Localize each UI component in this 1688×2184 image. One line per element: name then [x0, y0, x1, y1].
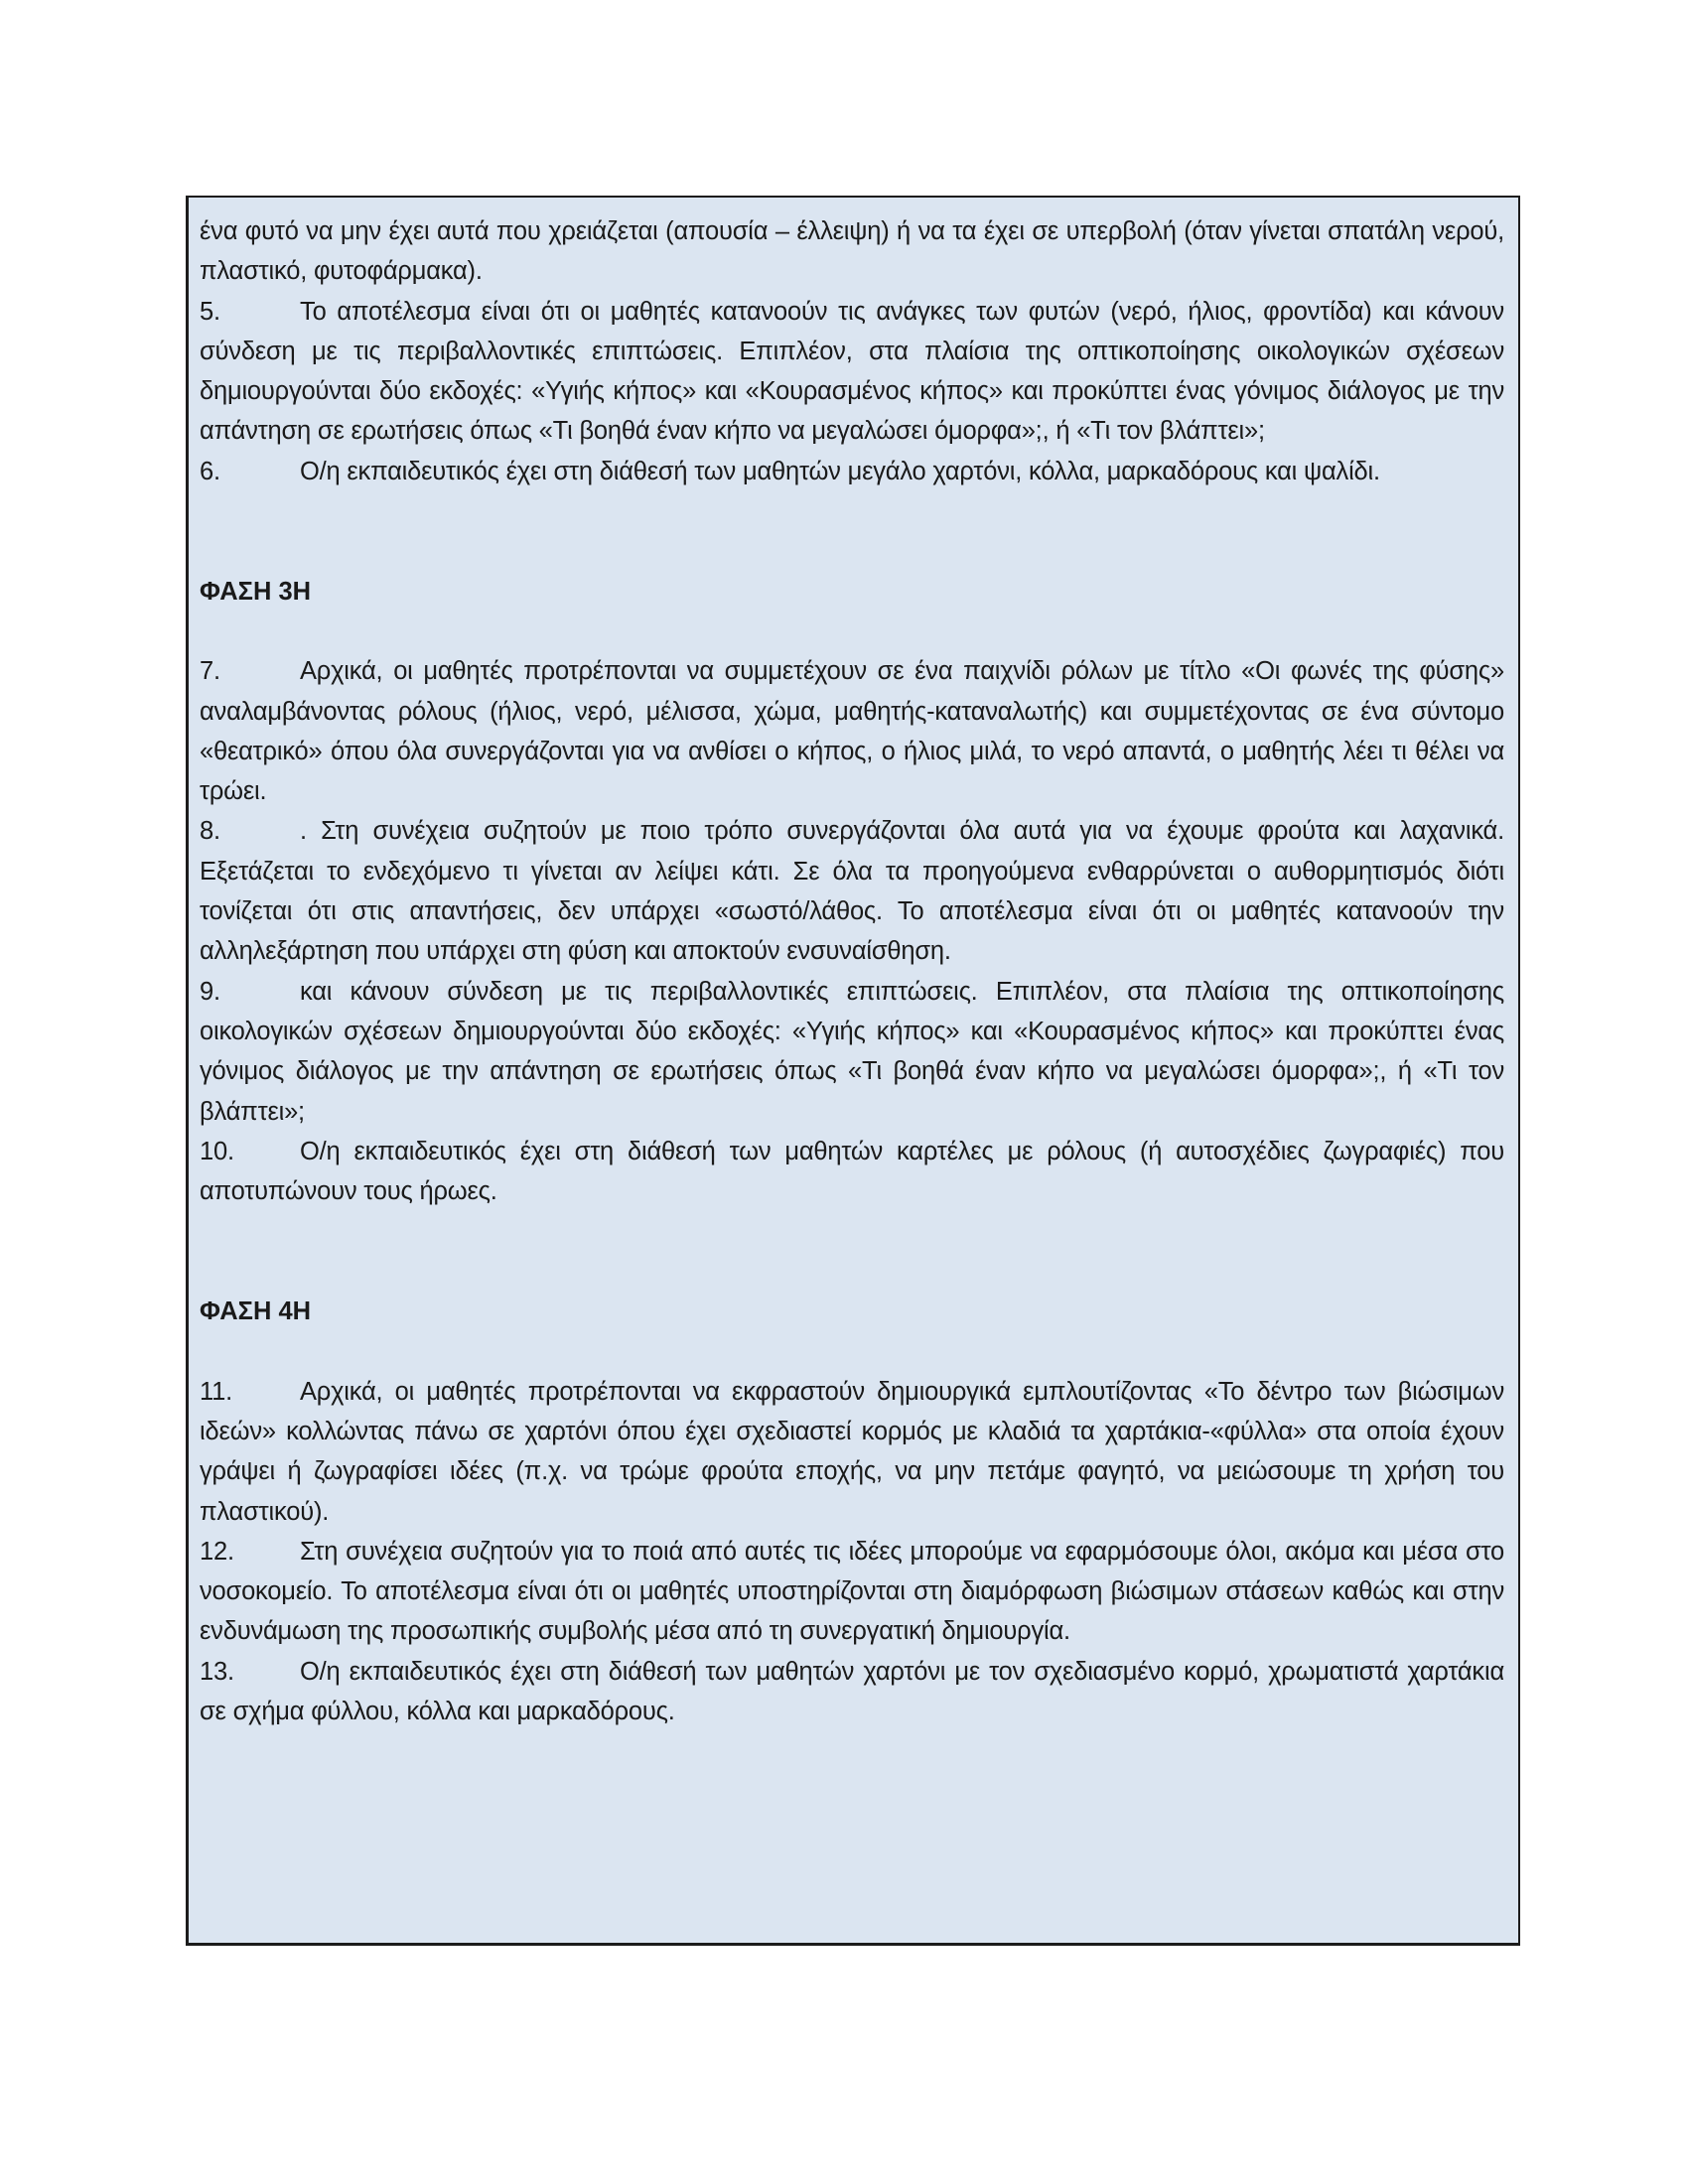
spacer [200, 1211, 1504, 1292]
item-number: 12. [200, 1537, 234, 1566]
item-number: 13. [200, 1657, 234, 1686]
item-text: . Στη συνέχεια συζητούν με ποιο τρόπο συνεργάζονται όλα αυτά για να έχουμε φρούτα και λαχανικά. Εξετάζεται το ενδεχόμενο τι γίνεται αν λείψει κάτι. Σε όλα τα προηγούμενα ενθαρρύνεται ο αυθορμητισμός διότι τονίζεται ότι στις απαντήσεις, δεν υπάρχει «σωστό/λάθος. Το αποτέλεσμα είναι ότι οι μαθητές κατανοούν την αλληλεξάρτηση που υπάρχει στη φύση και αποκτούν ενσυναίσθηση. [200, 817, 1504, 966]
list-item [200, 292, 1504, 452]
item-text: Ο/η εκπαιδευτικός έχει στη διάθεσή των μαθητών μεγάλο χαρτόνι, κόλλα, μαρκαδόρους και ψαλίδι. [300, 457, 1380, 485]
list-item [200, 651, 1504, 811]
item-text: Στη συνέχεια συζητούν για το ποιά από αυτές τις ιδέες μπορούμε να εφαρμόσουμε όλοι, ακόμα και μέσα στο νοσοκομείο. Το αποτέλεσμα είναι ότι οι μαθητές υποστηρίζονται στη διαμόρφωση βιώσιμων στάσεων καθώς και στην ενδυνάμωση της προσωπικής συμβολής μέσα από τη συνεργατική δημιουργία. [200, 1537, 1504, 1646]
item-text: Αρχικά, οι μαθητές προτρέπονται να συμμετέχουν σε ένα παιχνίδι ρόλων με τίτλο «Οι φωνές της φύσης» αναλαμβάνοντας ρόλους (ήλιος, νερό, μέλισσα, χώμα, μαθητής-καταναλωτής) και συμμετέχοντας σε ένα σύντομο «θεατρικό» όπου όλα συνεργάζονται για να ανθίσει ο κήπος, ο ήλιος μιλά, το νερό απαντά, ο μαθητής λέει τι θέλει να τρώει. [200, 657, 1504, 806]
item-text: Ο/η εκπαιδευτικός έχει στη διάθεσή των μαθητών χαρτόνι με τον σχεδιασμένο κορμό, χρωματιστά χαρτάκια σε σχήμα φύλλου, κόλλα και μαρκαδόρους. [200, 1657, 1504, 1725]
spacer [200, 612, 1504, 651]
item-number: 11. [200, 1377, 232, 1406]
item-text: και κάνουν σύνδεση με τις περιβαλλοντικές επιπτώσεις. Επιπλέον, στα πλαίσια της οπτικοποίησης οικολογικών σχέσεων δημιουργούνται δύο εκδοχές: «Υγιής κήπος» και «Κουρασμένος κήπος» και προκύπτει ένας γόνιμος διάλογος με την απάντηση σε ερωτήσεις όπως «Τι βοηθά έναν κήπο να μεγαλώσει όμορφα»;, ή «Τι τον βλάπτει»; [200, 977, 1504, 1126]
phase-3-heading: ΦΑΣΗ 3Η [200, 577, 312, 606]
content-box [186, 196, 1520, 1946]
list-item [200, 1132, 1504, 1212]
intro-paragraph: ένα φυτό να μην έχει αυτά που χρειάζεται (απουσία – έλλειψη) ή να τα έχει σε υπερβολή (όταν γίνεται σπατάλη νερού, πλαστικό, φυτοφάρμακα). [200, 217, 1504, 286]
list-item [200, 811, 1504, 971]
item-text: Αρχικά, οι μαθητές προτρέπονται να εκφραστούν δημιουργικά εμπλουτίζοντας «Το δέντρο των βιώσιμων ιδεών» κολλώντας πάνω σε χαρτόνι όπου έχει σχεδιαστεί κορμός με κλαδιά τα χαρτάκια-«φύλλα» στα οποία έχουν γράψει ή ζωγραφίσει ιδέες (π.χ. να τρώμε φρούτα εποχής, να μην πετάμε φαγητό, να μειώσουμε τη χρήση του πλαστικού). [200, 1377, 1504, 1526]
spacer [200, 491, 1504, 572]
list-item [200, 452, 1504, 491]
item-number: 5. [200, 297, 220, 326]
list-item [200, 1372, 1504, 1532]
item-number: 7. [200, 657, 220, 686]
item-number: 8. [200, 817, 220, 846]
item-number: 9. [200, 977, 220, 1006]
item-number: 10. [200, 1137, 234, 1165]
list-item [200, 1652, 1504, 1732]
spacer [200, 1331, 1504, 1371]
item-text: Το αποτέλεσμα είναι ότι οι μαθητές κατανοούν τις ανάγκες των φυτών (νερό, ήλιος, φροντίδα) και κάνουν σύνδεση με τις περιβαλλοντικές επιπτώσεις. Επιπλέον, στα πλαίσια της οπτικοποίησης οικολογικών σχέσεων δημιουργούνται δύο εκδοχές: «Υγιής κήπος» και «Κουρασμένος κήπος» και προκύπτει ένας γόνιμος διάλογος με την απάντηση σε ερωτήσεις όπως «Τι βοηθά έναν κήπο να μεγαλώσει όμορφα»;, ή «Τι τον βλάπτει»; [200, 297, 1504, 446]
list-item [200, 972, 1504, 1132]
item-number: 6. [200, 457, 220, 485]
item-text: Ο/η εκπαιδευτικός έχει στη διάθεσή των μαθητών καρτέλες με ρόλους (ή αυτοσχέδιες ζωγραφιές) που αποτυπώνουν τους ήρωες. [200, 1137, 1504, 1206]
list-item [200, 1532, 1504, 1652]
phase-4-heading: ΦΑΣΗ 4Η [200, 1297, 312, 1326]
